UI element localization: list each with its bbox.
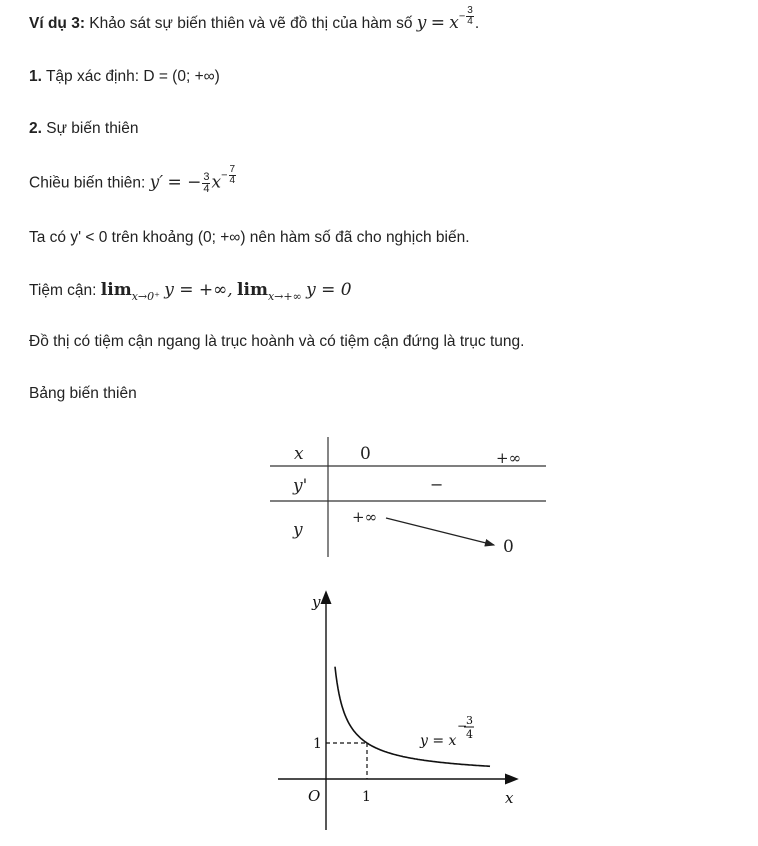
lim-2: lim [237, 280, 268, 300]
y-start: +∞ [352, 508, 378, 526]
derivative-coef [202, 172, 210, 195]
func-base: x [449, 13, 459, 33]
exp-num: 3 [467, 4, 473, 16]
derivative-exponent [221, 165, 237, 186]
curve-exp-den: 4 [466, 728, 473, 741]
derivative-eq: = − [167, 172, 202, 193]
coef-den: 4 [203, 183, 210, 195]
exp-sign: − [458, 10, 466, 22]
exp-den: 4 [467, 15, 473, 27]
dexp-num: 7 [229, 164, 236, 176]
y-end: 0 [503, 537, 514, 557]
asymptote-label: Tiệm cận: [29, 282, 97, 299]
example-label: Ví dụ 3: [29, 15, 85, 32]
derivative-line [29, 164, 237, 195]
curve-exp-sign: − [457, 719, 468, 733]
section-2 [29, 120, 139, 138]
func-lhs: y [416, 13, 427, 33]
section-2-number: 2. [29, 120, 42, 137]
x-tick-1: 1 [362, 789, 371, 805]
section-1 [29, 68, 220, 86]
lim-1: lim [100, 280, 132, 300]
x-axis-label: x [505, 789, 514, 807]
asymptote-note: Đồ thị có tiệm cận ngang là trục hoành và có tiệm cận đứng là trục tung. [29, 333, 525, 350]
derivative-lhs: y′ [149, 172, 164, 193]
row-label-y: y [293, 520, 303, 540]
func-eq: = [430, 13, 445, 33]
lim-2-expr: y = 0 [306, 280, 352, 300]
func-exponent [459, 6, 475, 27]
asymptote-line [29, 280, 352, 303]
x-start: 0 [360, 444, 371, 464]
derivative-label: Chiều biến thiên: [29, 174, 146, 192]
row-label-x: x [294, 444, 304, 464]
variation-table [270, 435, 550, 560]
example-heading [29, 4, 480, 36]
derivative-var: x [211, 172, 222, 193]
lim-2-sub: x→+∞ [267, 290, 302, 303]
table-heading: Bảng biến thiên [29, 385, 137, 402]
example-text: Khảo sát sự biến thiên và vẽ đồ thị của hàm số [89, 15, 413, 32]
lim-1-expr: y = +∞, [164, 280, 233, 300]
curve-label: y = x [420, 733, 457, 749]
monotonic-text: Ta có y' < 0 trên khoảng (0; +∞) nên hàm số đã cho nghịch biến. [29, 229, 470, 246]
section-1-number: 1. [29, 68, 42, 85]
origin-label: O [308, 787, 321, 805]
curve-exp-num: 3 [466, 714, 473, 727]
dexp-sign: − [221, 169, 228, 182]
function-graph [278, 585, 528, 835]
row-label-yprime: y' [293, 476, 308, 496]
lim-1-sub: x→0⁺ [131, 290, 160, 303]
sign-minus: − [430, 475, 444, 494]
section-2-text: Sự biến thiên [46, 120, 139, 137]
dexp-den: 4 [229, 175, 236, 187]
coef-num: 3 [203, 171, 210, 183]
y-axis-label: y [312, 593, 321, 611]
y-tick-1: 1 [313, 736, 322, 752]
section-1-text: Tập xác định: D = (0; +∞) [45, 68, 220, 85]
decrease-arrow [386, 518, 494, 545]
x-end: +∞ [496, 449, 522, 467]
example-end: . [474, 15, 480, 32]
